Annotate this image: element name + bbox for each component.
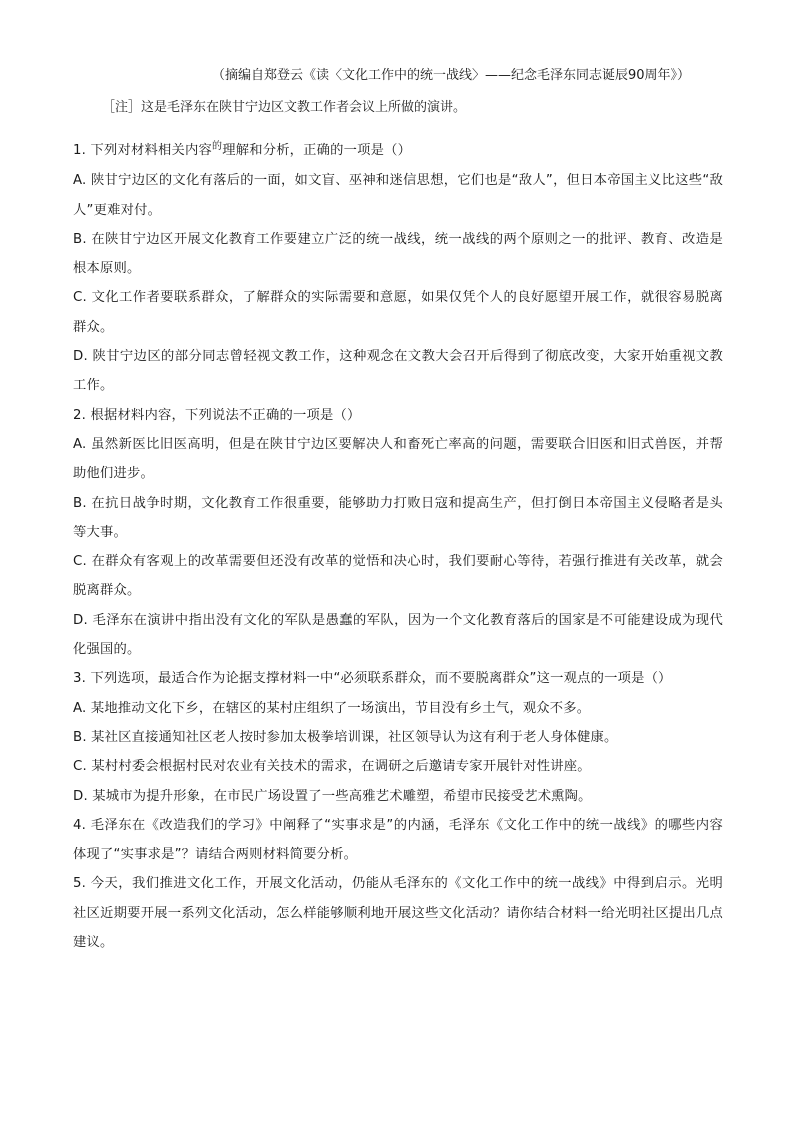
question-list — [73, 136, 723, 957]
question-3-option-c: C. 某村村委会根据村民对农业有关技术的需求，在调研之后邀请专家开展针对性讲座。 — [73, 759, 591, 775]
source-citation: （摘编自郑登云《读〈文化工作中的统一战线〉——纪念毛泽东同志诞辰90周年》） — [212, 68, 691, 83]
question-1-option-b: B. 在陕甘宁边区开展文化教育工作要建立广泛的统一战线，统一战线的两个原则之一的批评、教育、改造是根本原则。 — [73, 231, 723, 277]
question-2-option-c: C. 在群众有客观上的改革需要但还没有改革的觉悟和决心时，我们要耐心等待，若强行推进有关改革，就会脱离群众。 — [73, 554, 723, 599]
question-1-stem-after: 理解和分析，正确的一项是（） — [222, 143, 412, 158]
question-3-option-b: B. 某社区直接通知社区老人按时参加太极拳培训课，社区领导认为这有利于老人身体健康。 — [73, 729, 618, 745]
question-3-option-d: D. 某城市为提升形象，在市民广场设置了一些高雅艺术雕塑，希望市民接受艺术熏陶。 — [73, 788, 592, 804]
question-4-stem: 4. 毛泽东在《改造我们的学习》中阐释了“实事求是”的内涵，毛泽东《文化工作中的统一战线》的哪些内容体现了“实事求是”？请结合两则材料简要分析。 — [73, 817, 723, 863]
question-1-option-d: D. 陕甘宁边区的部分同志曾轻视文教工作，这种观念在文教大会召开后得到了彻底改变，大家开始重视文教工作。 — [73, 349, 723, 394]
question-2-option-a: A. 虽然新医比旧医高明，但是在陕甘宁边区要解决人和畜死亡率高的问题，需要联合旧医和旧式兽医，并帮助他们进步。 — [73, 436, 723, 482]
question-2-stem: 2. 根据材料内容，下列说法不正确的一项是（） — [73, 407, 361, 423]
question-1-option-a: A. 陕甘宁边区的文化有落后的一面，如文盲、巫神和迷信思想，它们也是“敌人”，但日本帝国主义比这些“敌人”更难对付。 — [73, 173, 723, 218]
question-1-stem-sup: 的 — [212, 141, 223, 152]
speech-note: ［注］这是毛泽东在陕甘宁边区文教工作者会议上所做的演讲。 — [102, 100, 467, 115]
question-3-option-a: A. 某地推动文化下乡，在辖区的某村庄组织了一场演出，节目没有乡土气，观众不多。 — [73, 700, 591, 716]
question-1-option-c: C. 文化工作者要联系群众，了解群众的实际需要和意愿，如果仅凭个人的良好愿望开展工作，就很容易脱离群众。 — [73, 290, 723, 335]
question-1-stem — [73, 136, 723, 166]
question-3-stem: 3. 下列选项，最适合作为论据支撑材料一中“必须联系群众，而不要脱离群众”这一观点的一项是（） — [73, 671, 672, 687]
question-2-option-b: B. 在抗日战争时期，文化教育工作很重要，能够助力打败日寇和提高生产，但打倒日本帝国主义侵略者是头等大事。 — [73, 495, 723, 540]
question-1-stem-before: 1. 下列对材料相关内容 — [73, 143, 212, 158]
question-5-stem: 5. 今天，我们推进文化工作，开展文化活动，仍能从毛泽东的《文化工作中的统一战线》中得到启示。光明社区近期要开展一系列文化活动，怎么样能够顺利地开展这些文化活动？请你结合材料一给光明社区提出几点建议。 — [73, 876, 723, 951]
question-2-option-d: D. 毛泽东在演讲中指出没有文化的军队是愚蠢的军队，因为一个文化教育落后的国家是不可能建设成为现代化强国的。 — [73, 612, 723, 658]
